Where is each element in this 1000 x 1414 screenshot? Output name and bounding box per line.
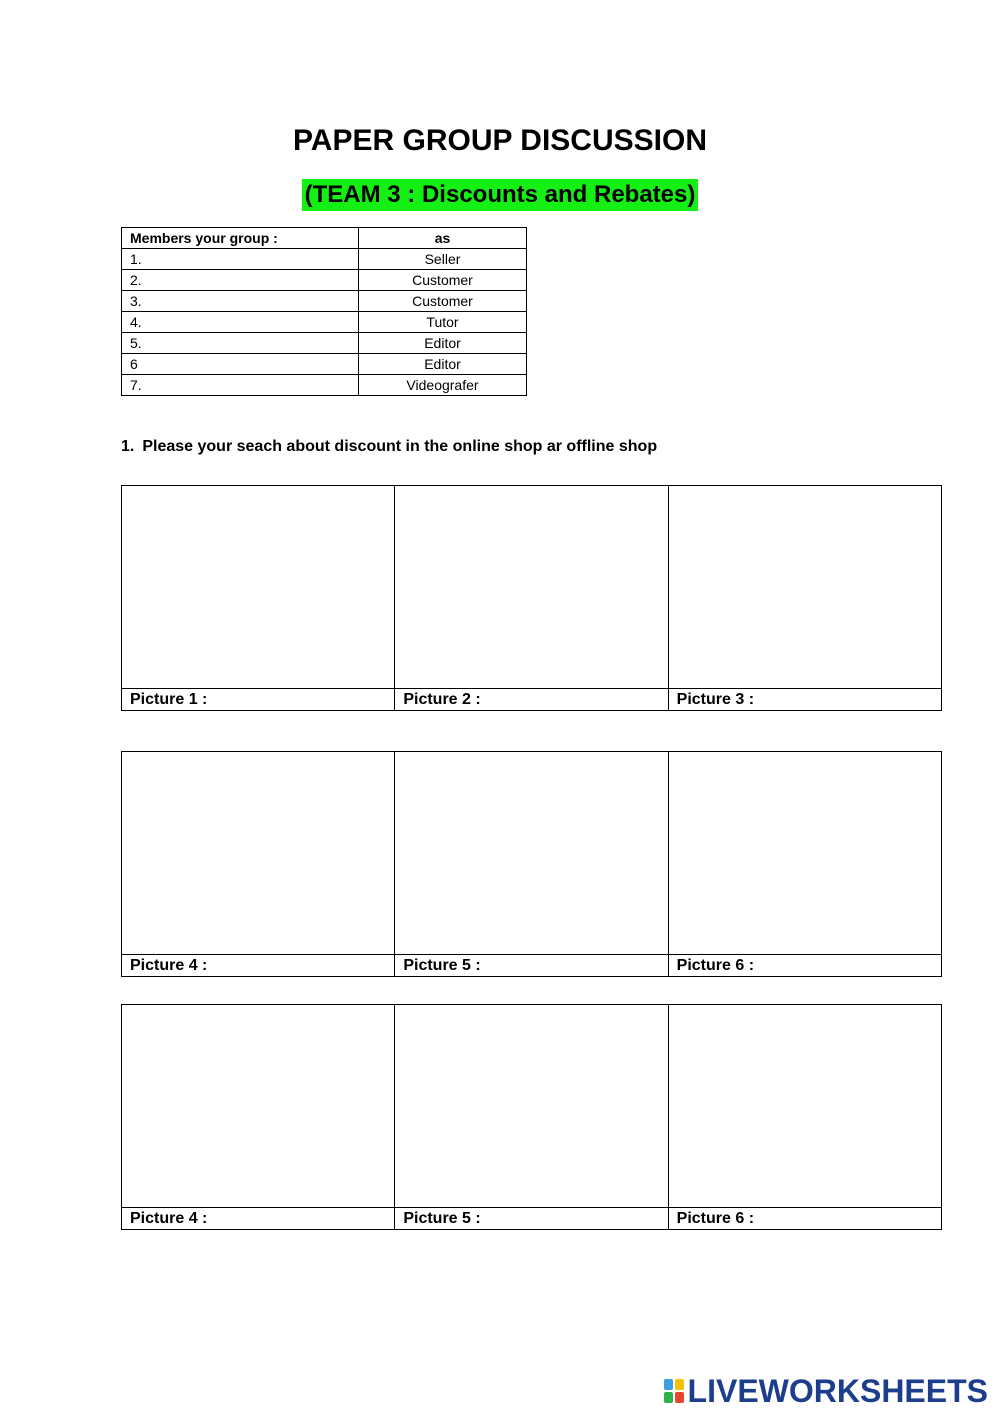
member-role-cell: Videografer — [359, 375, 527, 396]
member-name-cell[interactable]: 7. — [122, 375, 359, 396]
member-name-cell[interactable]: 5. — [122, 333, 359, 354]
member-name-cell[interactable]: 6 — [122, 354, 359, 375]
role-header-label: as — [359, 228, 527, 249]
member-role-cell: Editor — [359, 333, 527, 354]
picture-caption: Picture 4 : — [122, 955, 395, 977]
question-number: 1. — [121, 438, 135, 455]
member-role-cell: Seller — [359, 249, 527, 270]
picture-box[interactable] — [395, 752, 668, 955]
member-row — [122, 354, 527, 375]
picture-box[interactable] — [122, 1005, 395, 1208]
picture-caption: Picture 5 : — [395, 955, 668, 977]
question-1 — [121, 438, 657, 456]
member-name-cell[interactable]: 3. — [122, 291, 359, 312]
picture-grid — [121, 485, 942, 711]
picture-caption: Picture 1 : — [122, 689, 395, 711]
team-subtitle: (TEAM 3 : Discounts and Rebates) — [302, 179, 699, 211]
member-row — [122, 291, 527, 312]
picture-box[interactable] — [668, 752, 941, 955]
member-role-cell: Tutor — [359, 312, 527, 333]
picture-caption: Picture 5 : — [395, 1208, 668, 1230]
page-title: PAPER GROUP DISCUSSION — [293, 124, 707, 157]
picture-caption: Picture 4 : — [122, 1208, 395, 1230]
members-table-header — [122, 228, 527, 249]
member-name-cell[interactable]: 1. — [122, 249, 359, 270]
member-role-cell: Editor — [359, 354, 527, 375]
picture-grid — [121, 751, 942, 977]
member-row — [122, 249, 527, 270]
picture-box[interactable] — [668, 486, 941, 689]
question-text: Please your seach about discount in the online shop ar offline shop — [142, 438, 658, 455]
member-row — [122, 312, 527, 333]
picture-box[interactable] — [122, 486, 395, 689]
picture-box[interactable] — [668, 1005, 941, 1208]
picture-caption: Picture 3 : — [668, 689, 941, 711]
member-role-cell: Customer — [359, 291, 527, 312]
picture-box[interactable] — [395, 486, 668, 689]
liveworksheets-logo-icon — [664, 1379, 684, 1403]
liveworksheets-logo[interactable] — [664, 1374, 988, 1408]
members-header-label: Members your group : — [122, 228, 359, 249]
members-table — [121, 227, 527, 396]
member-role-cell: Customer — [359, 270, 527, 291]
subtitle-container — [0, 179, 1000, 211]
member-row — [122, 375, 527, 396]
member-row — [122, 270, 527, 291]
picture-caption: Picture 6 : — [668, 1208, 941, 1230]
picture-box[interactable] — [122, 752, 395, 955]
member-name-cell[interactable]: 4. — [122, 312, 359, 333]
picture-caption: Picture 2 : — [395, 689, 668, 711]
picture-grid — [121, 1004, 942, 1230]
member-row — [122, 333, 527, 354]
member-name-cell[interactable]: 2. — [122, 270, 359, 291]
picture-box[interactable] — [395, 1005, 668, 1208]
brand-name: LIVEWORKSHEETS — [687, 1373, 988, 1409]
picture-caption: Picture 6 : — [668, 955, 941, 977]
